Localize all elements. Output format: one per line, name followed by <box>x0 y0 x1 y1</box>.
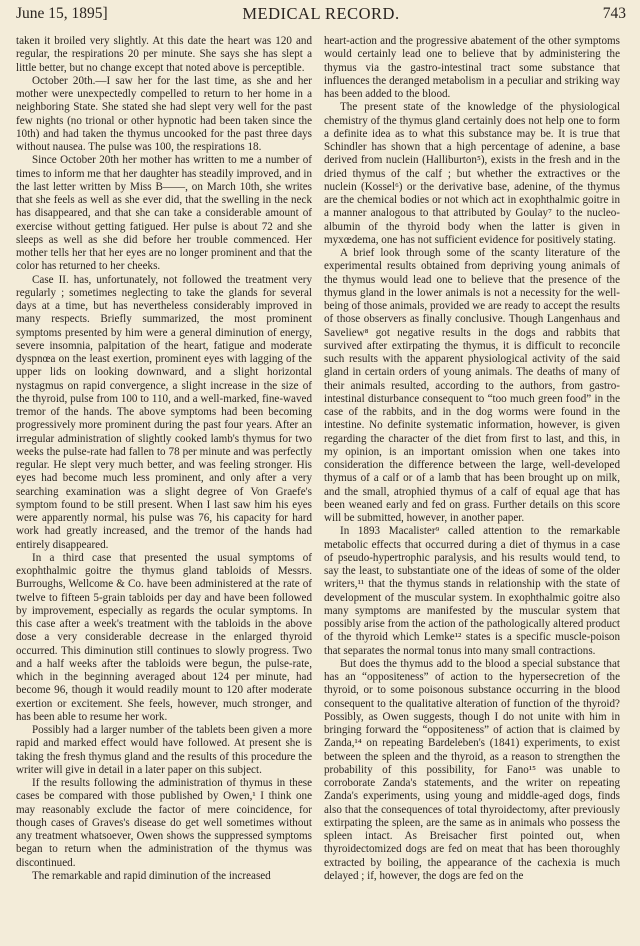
paragraph: heart-action and the progressive abatement of the other symptoms would certainly lead one to believe that by administering the thymus via the gastro-intestinal tract some substance that influences the deranged metabolism in a peculiar and striking way has been added to the blood. <box>324 35 620 100</box>
left-column <box>16 35 312 883</box>
paragraph: The present state of the knowledge of the physiological chemistry of the thymus gland certainly does not help one to form a definite idea as to what this substance may be. It is true that Schindler has shown that a high percentage of adenine, a base derived from nuclein (Halliburton⁵), exists in the fresh and in the dried thymus of the calf ; but whether the extractives or the nuclein (Kossel⁶) or the derivative base, adenine, of the thymus are the chemical bodies or not which act in exophthalmic goitre in a manner analogous to that attributed by Goulay⁷ to the nucleo-albumin of the thyroid body when the latter is given in myxœdema, one has not sufficient evidence for positively stating. <box>324 101 620 246</box>
paragraph: But does the thymus add to the blood a special substance that has an “oppositeness” of action to the hypersecretion of the thyroid, or to some poisonous substance occurring in the blood consequent to the qualitative alteration of function of the thyroid? Possibly, as Owen suggests, though I do not unite with him in bringing forward the “oppositeness” of action that is claimed by Zanda,¹⁴ on repeating Bardeleben's (1841) experiments, to exist between the spleen and the thyroid, as a reason to strengthen the probability of this possibility, for Fano¹⁵ was unable to corroborate Zanda's statements, and the writer on repeating Zanda's experiments, using young and middle-aged dogs, finds also that the consequences of total thyroidectomy, after previously extirpating the spleen, are the same as in animals who possess the spleen intact. As Breisacher first pointed out, when thyroidectomized dogs are fed on meat that has been thoroughly extracted by boiling, the appearance of the cachexia is much delayed ; if, however, the dogs are fed on the <box>324 657 620 882</box>
paragraph: October 20th.—I saw her for the last time, as she and her mother were unexpectedly compelled to return to her home in a neighboring State. She stated she had slept very well for the past few nights (no trional or other hypnotic had been taken since the 10th) and had taken the thymus uncooked for the past three days without nausea. The pulse was 100, the respirations 18. <box>16 74 312 153</box>
paragraph: Possibly had a larger number of the tablets been given a more rapid and marked effect would have followed. At present she is taking the fresh thymus gland and the results of this procedure the writer will give in detail in a later paper on this subject. <box>16 724 312 776</box>
paragraph: If the results following the administration of thymus in these cases be compared with those published by Owen,¹ I think one may reasonably exclude the factor of mere coincidence, for though cases of Graves's disease do get well sometimes without any treatment whatsoever, Owen shows the suppressed symptoms began to return when the administration of the thymus was discontinued. <box>16 777 312 869</box>
paragraph: taken it broiled very slightly. At this date the heart was 120 and regular, the respirations 20 per minute. She says she has slept a little better, but no change except that noted above is perceptible. <box>16 35 312 74</box>
paragraph: A brief look through some of the scanty literature of the experimental results obtained from depriving young animals of the thymus would lead one to believe that the presence of the thymus gland in the lower animals is not a necessity for the well-being of those animals, provided we are ready to accept the results of those observers as finally conclusive. Though Langenhaus and Saveliew⁸ got negative results in the dogs and rabbits that survived after extirpating the thymus, it is difficult to reconcile such results with the apparent physiological activity of the said gland in certain orders of young animals. The deaths of many of their animals resulted, according to the authors, from gastro-intestinal disturbance consequent to “too much green food” in the case of the rabbits, and in the dog worms were found in the intestine. No definite systematic information, however, is given regarding the character of the diet from first to last, and this, in my opinion, is an important omission when one takes into consideration the difference between the large, well-developed thymus of a calf or of a lamb that has been brought up on milk, and the small, atrophied thymus of a calf of equal age that has been weaned early and fed on grass. Further details on this score will be submitted, however, in another paper. <box>324 247 620 524</box>
paragraph: The remarkable and rapid diminution of the increased <box>32 869 271 882</box>
paragraph: Case II. has, unfortunately, not followed the treatment very regularly ; sometimes neglecting to take the glands for several days at a time, but has nevertheless considerably improved in many respects. Briefly summarized, the most prominent symptoms presented by him were a general diminution of energy, severe insomnia, palpitation of the heart, fatigue and moderate dyspnœa on the least exertion, prominent eyes with lagging of the upper lids on looking downward, and a slight horizontal nystagmus on rapid convergence, a slight increase in the size of the thyroid, pulse from 100 to 110, and a well-marked, fine-waved tremor of the hands. The above symptoms had been becoming progressively more prominent during the past four years. After an irregular administration of slightly cooked lamb's thymus for two weeks the pulse-rate had fallen to 78 per minute and was perfectly regular. He slept very much better, and was feeling stronger. His eyes had become much less prominent, and only after a very searching examination was a slight degree of Von Graefe's symptom found to be still present. When I last saw him his eyes were apparently normal, his pulse was 76, his capacity for hard work had greatly increased, and the tremor of the hands had entirely disappeared. <box>16 273 312 551</box>
paragraph: Since October 20th her mother has written to me a number of times to inform me that her daughter has steadily improved, and in the last letter written by Miss B——, on March 10th, she writes that she feels as well as she ever did, that the swelling in the neck has disappeared, and that she can take a considerable amount of exercise without getting fatigued. Her pulse is about 72 and she sleeps as well as she did before her trouble commenced. Her mother tells her that her eyes are no longer prominent and that the color has returned to her cheeks. <box>16 154 312 273</box>
running-header <box>16 3 626 25</box>
right-column <box>324 35 620 883</box>
journal-title: MEDICAL RECORD. <box>242 4 400 23</box>
paragraph: In a third case that presented the usual symptoms of exophthalmic goitre the thymus gland tabloids of Messrs. Burroughs, Wellcome & Co. have been administered at the rate of twelve to fifteen 5-grain tabloids per day and have been followed by improvement, especially as regards the ocular symptoms. In this case after a week's treatment with the tabloids in the above dose a very considerable decrease in the enlarged thyroid occurred. This diminution still continues to slowly progress. Two and a half weeks after the tabloids were begun, the pulse-rate, which in the beginning averaged about 124 per minute, had become 96, though it would readily mount to 120 after moderate exertion or excitement. She feels, however, much stronger, and has been able to resume her work. <box>16 551 312 723</box>
paragraph: In 1893 Macalister⁹ called attention to the remarkable metabolic effects that occurred during a diet of thymus in a case of pseudo-hypertrophic paralysis, and his results would tend, to say the least, to substantiate one of the ideas of some of the older writers,¹¹ that the thymus stands in relationship with the state of development of the muscular system. In exophthalmic goitre also many symptoms are manifested by the muscular system that possibly arise from the action of the pathologically altered product of the thyroid which Lemke¹² states is a specific muscle-poison that separates the normal tonus into many small contractions. <box>324 525 620 657</box>
page-number: 743 <box>602 5 626 22</box>
issue-date: June 15, 1895] <box>16 5 108 22</box>
